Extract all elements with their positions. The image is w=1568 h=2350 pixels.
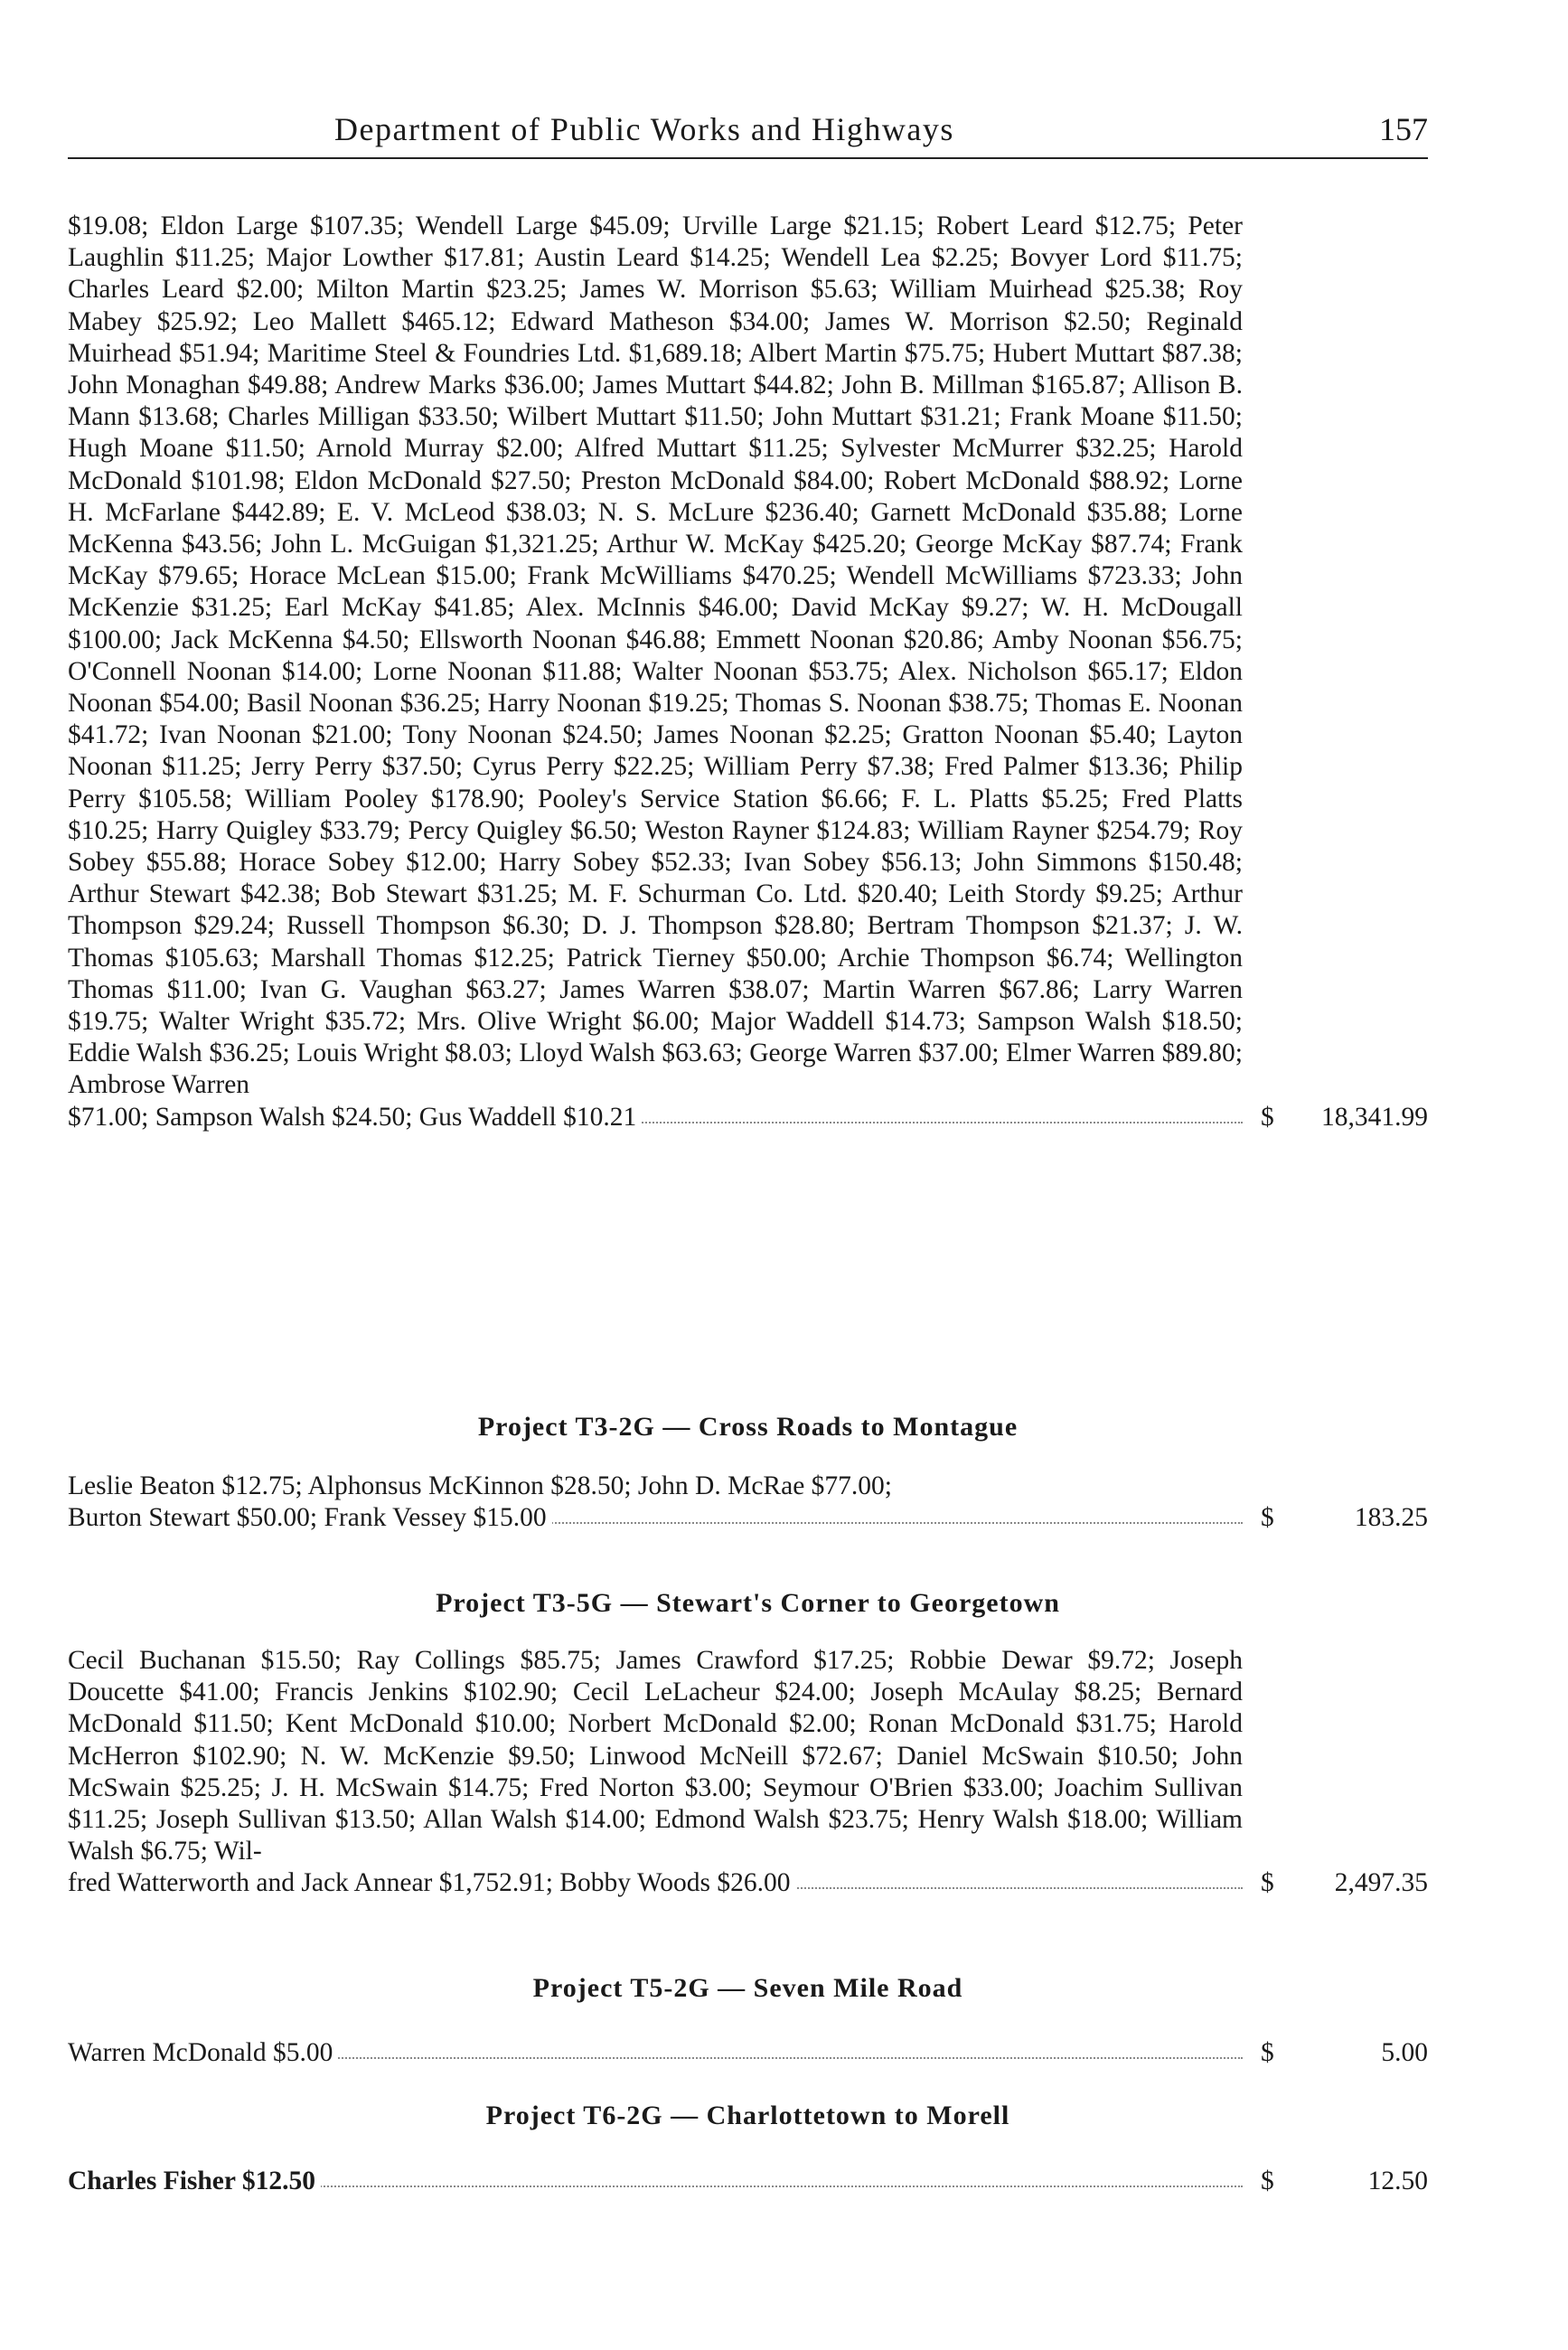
continued-payments-block — [68, 211, 1428, 1133]
payments-last-line — [68, 2037, 1428, 2069]
currency-sign: $ — [1261, 1503, 1274, 1533]
total-value: 18,341.99 — [1321, 1102, 1428, 1132]
document-page — [68, 0, 1428, 2350]
last-line-text: Warren McDonald $5.00 — [68, 2037, 338, 2069]
last-line-text: $71.00; Sampson Walsh $24.50; Gus Waddell $10.21 — [68, 1102, 642, 1133]
header-title: Department of Public Works and Highways — [334, 111, 954, 147]
total-value: 2,497.35 — [1334, 1868, 1428, 1898]
project-heading: Project T5-2G — Seven Mile Road — [532, 1973, 963, 2003]
last-line-text: Burton Stewart $50.00; Frank Vessey $15.00 — [68, 1502, 552, 1534]
last-line-text: Charles Fisher $12.50 — [68, 2166, 321, 2197]
payments-paragraph: Cecil Buchanan $15.50; Ray Collings $85.75; James Crawford $17.25; Robbie Dewar $9.72; Joseph Doucette $41.00; Francis Jenkins $102.90; Cecil LeLacheur $24.00; Joseph McAulay $8.25; Bernard McDonald $11.50; Kent McDonald $10.00; Norbert McDonald $2.00; Ronan McDonald $31.75; Harold McHerron $102.90; N. W. McKenzie $9.50; Linwood McNeill $72.67; Daniel McSwain $10.50; John McSwain $25.25; J. H. McSwain $14.75; Fred Norton $3.00; Seymour O'Brien $33.00; Joachim Sullivan $11.25; Joseph Sullivan $13.50; Allan Walsh $14.00; Edmond Walsh $23.75; Henry Walsh $18.00; William Walsh $6.75; Wil- — [68, 1646, 1243, 1866]
total-value: 12.50 — [1367, 2167, 1428, 2195]
project-heading: Project T6-2G — Charlottetown to Morell — [485, 2101, 1010, 2130]
total-value: 5.00 — [1381, 2038, 1428, 2067]
project-payments-block — [68, 1645, 1428, 1900]
last-line-text: fred Watterworth and Jack Annear $1,752.91; Bobby Woods $26.00 — [68, 1867, 796, 1899]
project-payments-block — [68, 2037, 1428, 2069]
payments-paragraph: Leslie Beaton $12.75; Alphonsus McKinnon $28.50; John D. McRae $77.00; — [68, 1471, 892, 1500]
project-payments-block — [68, 1471, 1428, 1534]
page-header — [68, 107, 1428, 159]
currency-sign: $ — [1261, 1868, 1274, 1898]
payments-last-line — [68, 1502, 1428, 1534]
total-value: 183.25 — [1354, 1503, 1428, 1533]
project-payments-block — [68, 2166, 1428, 2197]
page-number: 157 — [1379, 111, 1428, 147]
currency-sign: $ — [1261, 1102, 1274, 1132]
currency-sign: $ — [1261, 2038, 1274, 2067]
payments-paragraph: $19.08; Eldon Large $107.35; Wendell Large $45.09; Urville Large $21.15; Robert Leard $12.75; Peter Laughlin $11.25; Major Lowther $17.81; Austin Leard $14.25; Wendell Lea $2.25; Bovyer Lord $11.75; Charles Leard $2.00; Milton Martin $23.25; James W. Morrison $5.63; William Muirhead $25.38; Roy Mabey $25.92; Leo Mallett $465.12; Edward Matheson $34.00; James W. Morrison $2.50; Reginald Muirhead $51.94; Maritime Steel & Foundries Ltd. $1,689.18; Albert Martin $75.75; Hubert Muttart $87.38; John Monaghan $49.88; Andrew Marks $36.00; James Muttart $44.82; John B. Millman $165.87; Allison B. Mann $13.68; Charles Milligan $33.50; Wilbert Muttart $11.50; John Muttart $31.21; Frank Moane $11.50; Hugh Moane $11.50; Arnold Murray $2.00; Alfred Muttart $11.25; Sylvester McMurrer $32.25; Harold McDonald $101.98; Eldon McDonald $27.50; Preston McDonald $84.00; Robert McDonald $88.92; Lorne H. McFarlane $442.89; E. V. McLeod $38.03; N. S. McLure $236.40; Garnett McDonald $35.88; Lorne McKenna $43.56; John L. McGuigan $1,321.25; Arthur W. McKay $425.20; George McKay $87.74; Frank McKay $79.65; Horace McLean $15.00; Frank McWilliams $470.25; Wendell McWilliams $723.33; John McKenzie $31.25; Earl McKay $41.85; Alex. McInnis $46.00; David McKay $9.27; W. H. McDougall $100.00; Jack McKenna $4.50; Ellsworth Noonan $46.88; Emmett Noonan $20.86; Amby Noonan $56.75; O'Connell Noonan $14.00; Lorne Noonan $11.88; Walter Noonan $53.75; Alex. Nicholson $65.17; Eldon Noonan $54.00; Basil Noonan $36.25; Harry Noonan $19.25; Thomas S. Noonan $38.75; Thomas E. Noonan $41.72; Ivan Noonan $21.00; Tony Noonan $24.50; James Noonan $2.25; Gratton Noonan $5.40; Layton Noonan $11.25; Jerry Perry $37.50; Cyrus Perry $22.25; William Perry $7.38; Fred Palmer $13.36; Philip Perry $105.58; William Pooley $178.90; Pooley's Service Station $6.66; F. L. Platts $5.25; Fred Platts $10.25; Harry Quigley $33.79; Percy Quigley $6.50; Weston Rayner $124.83; William Rayner $254.79; Roy Sobey $55.88; Horace Sobey $12.00; Harry Sobey $52.33; Ivan Sobey $56.13; John Simmons $150.48; Arthur Stewart $42.38; Bob Stewart $31.25; M. F. Schurman Co. Ltd. $20.40; Leith Stordy $9.25; Arthur Thompson $29.24; Russell Thompson $6.30; D. J. Thompson $28.80; Bertram Thompson $21.37; J. W. Thomas $105.63; Marshall Thomas $12.25; Patrick Tierney $50.00; Archie Thompson $6.74; Wellington Thomas $11.00; Ivan G. Vaughan $63.27; James Warren $38.07; Martin Warren $67.86; Larry Warren $19.75; Walter Wright $35.72; Mrs. Olive Wright $6.00; Major Waddell $14.73; Sampson Walsh $18.50; Eddie Walsh $36.25; Louis Wright $8.03; Lloyd Walsh $63.63; George Warren $37.00; Elmer Warren $89.80; Ambrose Warren — [68, 212, 1243, 1100]
payments-last-line — [68, 1867, 1428, 1899]
project-heading: Project T3-2G — Cross Roads to Montague — [477, 1412, 1019, 1442]
currency-sign: $ — [1261, 2167, 1274, 2195]
payments-last-line — [68, 2166, 1428, 2197]
payments-last-line — [68, 1102, 1428, 1133]
project-heading: Project T3-5G — Stewart's Corner to Georgetown — [436, 1588, 1060, 1618]
